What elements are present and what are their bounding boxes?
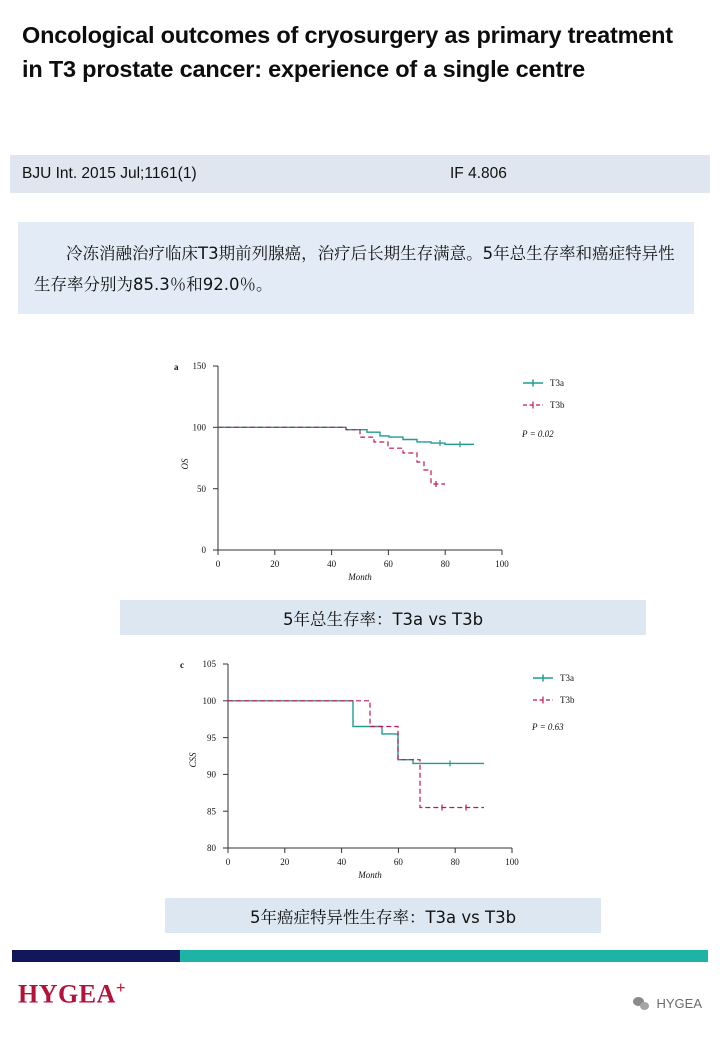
svg-text:P = 0.02: P = 0.02: [522, 429, 554, 439]
svg-text:0: 0: [225, 857, 231, 867]
svg-text:100: 100: [495, 559, 509, 569]
summary-text: 冷冻消融治疗临床T3期前列腺癌，治疗后长期生存满意。5年总生存率和癌症特异性生存率分别为85.3％和92.0％。: [34, 244, 675, 294]
svg-text:a: a: [174, 362, 179, 372]
wechat-icon: [633, 997, 650, 1011]
svg-text:0: 0: [215, 559, 221, 569]
brand-logo: [18, 978, 126, 1010]
svg-text:20: 20: [280, 857, 290, 867]
svg-text:T3a: T3a: [550, 378, 564, 388]
svg-text:100: 100: [202, 696, 216, 706]
figure-cancer-specific-survival: [150, 650, 590, 890]
svg-text:40: 40: [327, 559, 337, 569]
svg-text:85: 85: [207, 806, 216, 817]
footer-bar-dark-segment: [12, 950, 180, 962]
svg-text:50: 50: [197, 484, 206, 494]
svg-text:T3a: T3a: [560, 673, 574, 683]
chart-css-legend: [533, 673, 575, 705]
footer-color-bar: [12, 950, 708, 962]
chart-css: [150, 650, 590, 890]
svg-text:90: 90: [207, 769, 216, 780]
svg-text:Month: Month: [358, 870, 382, 880]
svg-text:Month: Month: [348, 572, 372, 582]
svg-text:60: 60: [393, 857, 403, 867]
chart-os-legend: [523, 378, 565, 410]
svg-text:80: 80: [440, 559, 450, 569]
svg-text:95: 95: [207, 732, 216, 743]
svg-text:80: 80: [207, 843, 216, 853]
svg-text:105: 105: [202, 659, 216, 670]
chart-os: [140, 352, 580, 582]
brand-logo-text: HYGEA: [18, 979, 116, 1009]
svg-text:c: c: [180, 660, 184, 670]
svg-text:40: 40: [337, 857, 347, 867]
wechat-label: HYGEA: [656, 996, 702, 1011]
svg-text:150: 150: [192, 361, 206, 371]
svg-text:0: 0: [201, 545, 206, 555]
wechat-tag: [633, 996, 702, 1011]
svg-text:CSS: CSS: [188, 752, 198, 768]
brand-logo-plus-icon: +: [115, 978, 127, 997]
svg-text:OS: OS: [180, 458, 190, 470]
svg-text:P = 0.63: P = 0.63: [532, 722, 564, 732]
svg-text:20: 20: [270, 559, 280, 569]
svg-text:80: 80: [450, 857, 460, 867]
figure1-caption: 5年总生存率：T3a vs T3b: [120, 600, 646, 635]
summary-box: [18, 222, 694, 314]
svg-text:100: 100: [505, 857, 519, 867]
svg-text:T3b: T3b: [550, 400, 565, 410]
impact-factor: IF 4.806: [450, 165, 507, 182]
svg-text:100: 100: [192, 422, 206, 433]
page-title: Oncological outcomes of cryosurgery as primary treatment in T3 prostate cancer: experience of a single centre: [22, 22, 673, 82]
citation-bar: [10, 155, 710, 193]
footer-bar-teal-segment: [180, 950, 708, 962]
figure-overall-survival: [140, 352, 580, 582]
citation-reference: BJU Int. 2015 Jul;1161(1): [22, 165, 197, 182]
svg-text:T3b: T3b: [560, 695, 575, 705]
figure2-caption: 5年癌症特异性生存率：T3a vs T3b: [165, 898, 601, 933]
svg-text:60: 60: [383, 559, 393, 569]
